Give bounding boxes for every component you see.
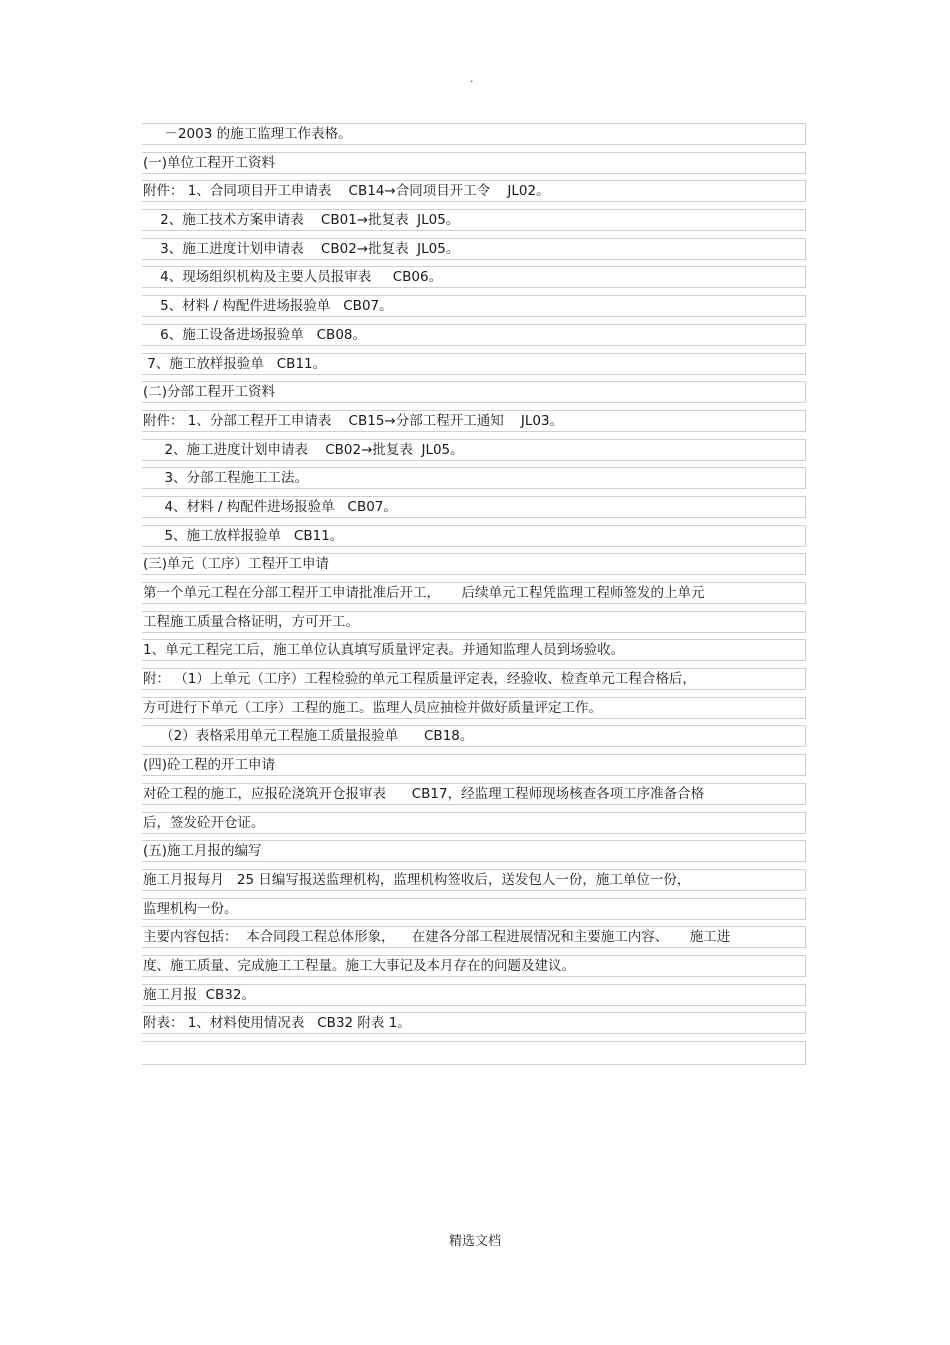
table-row bbox=[142, 209, 806, 231]
table-row bbox=[142, 324, 806, 346]
row-text: 附件： 1、合同项目开工申请表 CB14→合同项目开工令 JL02。 bbox=[143, 183, 550, 200]
table-row bbox=[142, 869, 806, 891]
row-text: 施工月报 CB32。 bbox=[143, 986, 255, 1003]
table-row bbox=[142, 582, 806, 604]
table-row bbox=[142, 410, 806, 432]
row-text: 4、现场组织机构及主要人员报审表 CB06。 bbox=[143, 269, 443, 286]
row-text: 5、施工放样报验单 CB11。 bbox=[143, 527, 344, 544]
row-text: (三)单元（工序）工程开工申请 bbox=[143, 556, 330, 573]
row-text: 6、施工设备进场报验单 CB08。 bbox=[143, 326, 366, 343]
table-row bbox=[142, 295, 806, 317]
document-table bbox=[142, 123, 806, 1072]
table-row bbox=[142, 525, 806, 547]
table-row bbox=[142, 353, 806, 375]
row-text: 4、材料 / 构配件进场报验单 CB07。 bbox=[143, 498, 397, 515]
table-row bbox=[142, 1012, 806, 1034]
row-text: 5、材料 / 构配件进场报验单 CB07。 bbox=[143, 298, 393, 315]
row-text: 工程施工质量合格证明，方可开工。 bbox=[143, 613, 359, 630]
row-text: (二)分部工程开工资料 bbox=[143, 384, 276, 401]
table-row bbox=[142, 496, 806, 518]
row-text: 监理机构一份。 bbox=[143, 900, 238, 917]
page-footer: 精选文档 bbox=[448, 1234, 501, 1249]
table-row bbox=[142, 840, 806, 862]
table-row bbox=[142, 984, 806, 1006]
table-row bbox=[142, 1041, 806, 1065]
table-row bbox=[142, 180, 806, 202]
row-text: 2、施工技术方案申请表 CB01→批复表 JL05。 bbox=[143, 212, 460, 229]
table-row bbox=[142, 754, 806, 776]
row-text: 1、单元工程完工后，施工单位认真填写质量评定表。并通知监理人员到场验收。 bbox=[143, 642, 625, 659]
table-row bbox=[142, 266, 806, 288]
row-text: 7、施工放样报验单 CB11。 bbox=[143, 355, 327, 372]
row-text: (五)施工月报的编写 bbox=[143, 843, 262, 860]
row-text: 附表： 1、材料使用情况表 CB32 附表 1。 bbox=[143, 1015, 411, 1032]
table-row bbox=[142, 123, 806, 145]
table-row bbox=[142, 783, 806, 805]
table-row bbox=[142, 668, 806, 690]
table-row bbox=[142, 697, 806, 719]
table-row bbox=[142, 439, 806, 461]
table-row bbox=[142, 467, 806, 489]
table-row bbox=[142, 955, 806, 977]
table-row bbox=[142, 152, 806, 174]
row-text: －2003 的施工监理工作表格。 bbox=[143, 126, 352, 142]
row-text: (一)单位工程开工资料 bbox=[143, 154, 276, 171]
table-row bbox=[142, 926, 806, 948]
row-text: 附件： 1、分部工程开工申请表 CB15→分部工程开工通知 JL03。 bbox=[143, 412, 564, 429]
table-row bbox=[142, 725, 806, 747]
row-text: 2、施工进度计划申请表 CB02→批复表 JL05。 bbox=[143, 441, 464, 458]
table-row bbox=[142, 553, 806, 575]
row-text: 3、分部工程施工工法。 bbox=[143, 470, 309, 487]
table-row bbox=[142, 898, 806, 920]
row-text: 主要内容包括： 本合同段工程总体形象， 在建各分部工程进展情况和主要施工内容、 施工进 bbox=[143, 929, 731, 946]
header-mark: . bbox=[470, 72, 474, 85]
row-text: 后，签发砼开仓证。 bbox=[143, 814, 265, 831]
table-row bbox=[142, 812, 806, 834]
row-text: 对砼工程的施工，应报砼浇筑开仓报审表 CB17，经监理工程师现场核查各项工序准备合格 bbox=[143, 785, 705, 802]
row-text: 施工月报每月 25 日编写报送监理机构，监理机构签收后，送发包人一份，施工单位一份， bbox=[143, 871, 691, 888]
row-text: 度、施工质量、完成施工工程量。施工大事记及本月存在的问题及建议。 bbox=[143, 957, 575, 974]
row-text: 附： （1）上单元（工序）工程检验的单元工程质量评定表，经验收、检查单元工程合格后， bbox=[143, 671, 696, 688]
table-row bbox=[142, 611, 806, 633]
row-text: （2）表格采用单元工程施工质量报验单 CB18。 bbox=[143, 728, 474, 745]
row-text: 3、施工进度计划申请表 CB02→批复表 JL05。 bbox=[143, 240, 460, 257]
row-text: 第一个单元工程在分部工程开工申请批准后开工， 后续单元工程凭监理工程师签发的上单元 bbox=[143, 585, 705, 601]
table-row bbox=[142, 639, 806, 661]
table-row bbox=[142, 238, 806, 260]
row-text: (四)砼工程的开工申请 bbox=[143, 757, 276, 774]
row-text: 方可进行下单元（工序）工程的施工。监理人员应抽检并做好质量评定工作。 bbox=[143, 699, 602, 716]
table-row bbox=[142, 381, 806, 403]
